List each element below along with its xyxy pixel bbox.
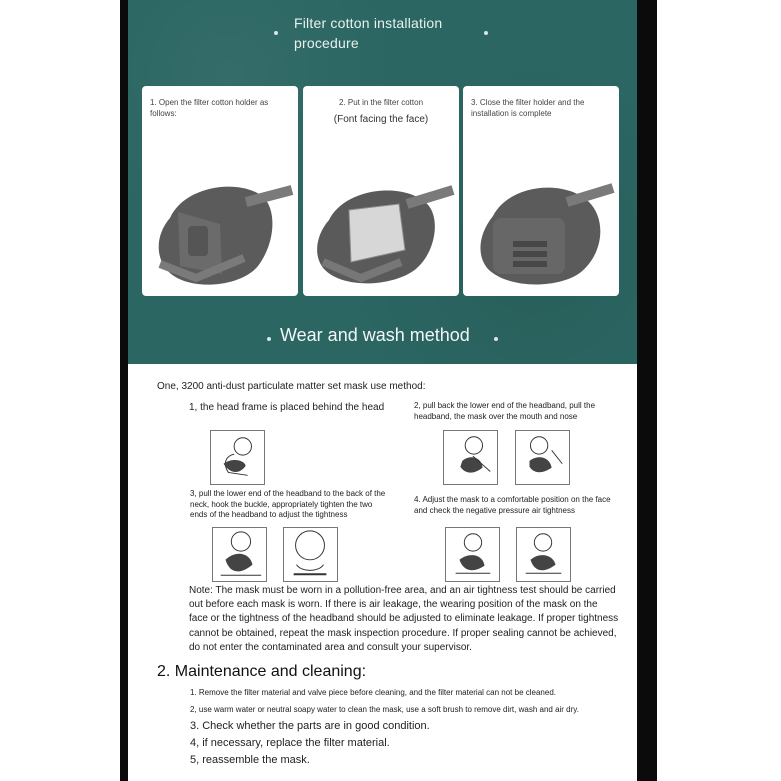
usage-lead: One, 3200 anti-dust particulate matter set mask use method: <box>157 381 426 392</box>
wear-and-wash-title: Wear and wash method <box>280 325 470 345</box>
install-step-card-2 <box>303 86 459 296</box>
maintenance-item-5: 5, reassemble the mask. <box>190 754 310 766</box>
install-step-caption-2-line-1: 2. Put in the filter cotton <box>338 98 424 107</box>
wearing-figure-1 <box>210 430 265 485</box>
air-tightness-note: Note: The mask must be worn in a pollution-free area, and an air tightness test should be carried out before each mask is worn. If there is air leakage, the wearing position of the mask on the face or the tightness of the headband should be adjusted to eliminate leakage. If proper tightness cannot be obtained, repeat the mask inspection procedure. If proper sealing cannot be achieved, do not enter the contaminated area and consult your supervisor. <box>189 585 619 653</box>
wear-step-4: 4. Adjust the mask to a comfortable position on the face and check the negative pressure air tightness <box>414 495 611 515</box>
wear-dot-left <box>267 337 271 341</box>
wearing-figure-2b <box>515 430 570 485</box>
wearing-figure-4a <box>445 527 500 582</box>
header-dot-left <box>274 31 278 35</box>
wear-step-3: 3, pull the lower end of the headband to the back of the neck, hook the buckle, appropriately tighten the two ends of the headband to adjust the tightness <box>190 489 386 520</box>
maintenance-item-3: 3. Check whether the parts are in good condition. <box>190 720 430 732</box>
maintenance-item-4: 4, if necessary, replace the filter material. <box>190 737 390 749</box>
wearing-figure-4b <box>516 527 571 582</box>
filter-installation-panel <box>128 0 637 364</box>
maintenance-item-1: 1. Remove the filter material and valve piece before cleaning, and the filter material can not be cleaned. <box>190 688 556 697</box>
maintenance-item-2: 2, use warm water or neutral soapy water to clean the mask, use a soft brush to remove dirt, wash and air dry. <box>190 705 579 714</box>
install-step-card-1 <box>142 86 298 296</box>
install-step-caption-2-line-2: (Font facing the face) <box>333 113 429 125</box>
install-step-caption-3: 3. Close the filter holder and the installation is complete <box>471 98 585 118</box>
header-dot-right <box>484 31 488 35</box>
wearing-figure-3b <box>283 527 338 582</box>
installation-title-line-1: Filter cotton installation <box>294 15 443 31</box>
wear-step-1: 1, the head frame is placed behind the head <box>189 402 385 413</box>
wear-step-2: 2, pull back the lower end of the headband, pull the headband, the mask over the mouth and nose <box>414 401 596 421</box>
install-step-card-3 <box>463 86 619 296</box>
mask-closed-holder-image <box>463 146 619 296</box>
left-border <box>120 0 128 781</box>
right-border <box>637 0 657 781</box>
maintenance-title: 2. Maintenance and cleaning: <box>157 663 367 680</box>
wear-dot-right <box>494 337 498 341</box>
install-step-caption-1: 1. Open the filter cotton holder as follows: <box>150 98 269 118</box>
wearing-figure-2a <box>443 430 498 485</box>
install-step-caption-2 <box>311 98 451 126</box>
mask-open-holder-image <box>142 146 298 296</box>
installation-title-line-2: procedure <box>294 35 359 51</box>
mask-with-filter-image <box>303 146 459 296</box>
wearing-figure-3a <box>212 527 267 582</box>
